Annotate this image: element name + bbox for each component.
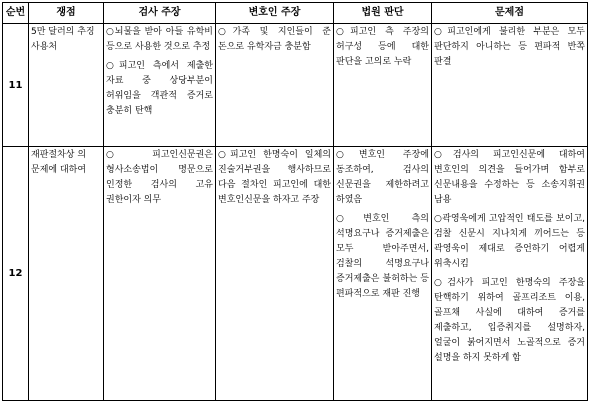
header-prosecution: 검사 주장: [104, 3, 216, 24]
bullet-icon: ○: [106, 27, 115, 37]
list-item: ○변호인 측의 석명요구나 증거제출은 모두 받아주면서, 검찰의 석명요구나 증거제출은 불허하는 등 편파적으로 재판 진행: [336, 214, 429, 299]
bullet-icon: ○: [434, 278, 448, 288]
problem-cell: [432, 147, 588, 401]
bullet-icon: ○: [106, 150, 153, 160]
header-issue: 쟁점: [29, 3, 104, 24]
bullet-icon: ○: [336, 150, 359, 160]
list-item: ○피고인 한명숙이 일체의 진술거부권을 행사하므로 다음 절차인 피고인에 대한 변호인신문을 하자고 주장: [218, 150, 331, 205]
bullet-icon: ○: [434, 214, 443, 224]
issue-cell: 재판절차상 의 문제에 대하여: [29, 147, 104, 401]
bullet-icon: ○: [434, 150, 453, 160]
bullet-icon: ○: [336, 27, 351, 37]
list-item: ○피고인 측에서 제출한 자료 중 상당부분이 허위임을 객관적 증거로 충분히 탄핵: [106, 61, 214, 116]
defense-cell: [216, 147, 334, 401]
bullet-icon: ○: [434, 27, 448, 37]
problem-cell: [432, 24, 588, 147]
court-cell: [334, 147, 432, 401]
list-item: ○검사가 피고인 한명숙의 주장을 탄핵하기 위하여 골프리조트 이용, 골프채 사실에 대하여 증거를 제출하고, 입증취지를 설명하자, 얼굴이 붉어지면서 노골적으로 증거 설명을 하지 못하게 함: [434, 278, 586, 363]
bullet-icon: ○: [218, 150, 231, 160]
table-row-11: [3, 24, 588, 147]
court-cell: [334, 24, 432, 147]
header-court: 법원 판단: [334, 3, 432, 24]
list-item: ○검사의 피고인신문에 대하여 변호인의 의견을 들어가며 함부로 신문내용을 수정하는 등 소송지휘권 남용: [434, 150, 585, 205]
list-item: ○피고인에게 불리한 부분은 모두 판단하지 아니하는 등 편파적 반쪽 판결: [434, 27, 586, 67]
list-item: ○뇌물을 받아 아들 유학비 등으로 사용한 것으로 추정: [106, 27, 213, 52]
bullet-icon: ○: [336, 214, 364, 224]
row-number: 11: [3, 24, 29, 147]
header-defense: 변호인 주장: [216, 3, 334, 24]
list-item: ○변호인 주장에 동조하여, 검사의 신문권을 제한하려고 하였음: [336, 150, 430, 205]
list-item: ○곽영욱에게 고압적인 태도를 보이고, 검찰 신문시 지나치게 끼어드는 등 곽영욱이 제대로 증언하기 어렵게 위축시킴: [434, 214, 586, 269]
table-row-12: [3, 147, 588, 401]
header-row: [3, 3, 588, 24]
issue-cell: 5만 달러의 추징 사용처: [29, 24, 104, 147]
list-item: ○피고인 측 주장의 허구성 등에 대한 판단을 고의로 누락: [336, 27, 429, 67]
comparison-table: [2, 2, 588, 401]
defense-cell: [216, 24, 334, 147]
header-problem: 문제점: [432, 3, 588, 24]
prosecution-cell: [104, 24, 216, 147]
prosecution-cell: [104, 147, 216, 401]
bullet-icon: ○: [218, 27, 233, 37]
list-item: ○피고인신문권은 형사소송법이 명문으로 인정한 검사의 고유 권한이자 의무: [106, 150, 213, 205]
list-item: ○가족 및 지인들이 준 돈으로 유학자금 충분함: [218, 27, 331, 52]
bullet-icon: ○: [106, 61, 119, 71]
header-num: 순번: [3, 3, 29, 24]
row-number: 12: [3, 147, 29, 401]
